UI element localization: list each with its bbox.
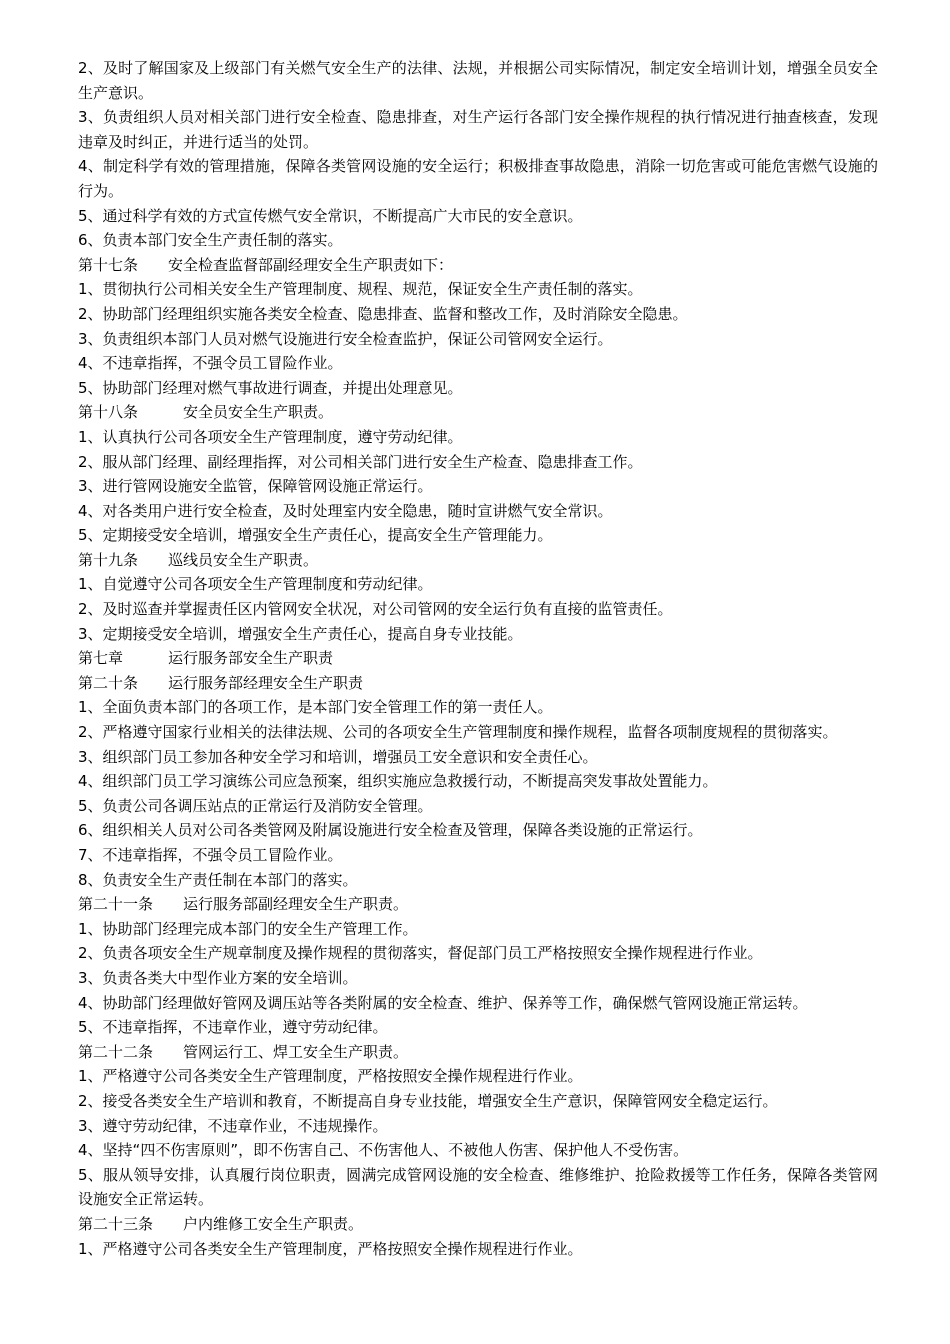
paragraph: 4、不违章指挥，不强令员工冒险作业。	[78, 354, 343, 373]
article-heading: 第十八条 安全员安全生产职责。	[78, 403, 334, 422]
paragraph: 2、负责各项安全生产规章制度及操作规程的贯彻落实，督促部门员工严格按照安全操作规程进行作业。	[78, 944, 763, 963]
chapter-heading: 第七章 运行服务部安全生产职责	[78, 649, 334, 668]
paragraph: 4、协助部门经理做好管网及调压站等各类附属的安全检查、维护、保养等工作，确保燃气管网设施正常运转。	[78, 993, 808, 1012]
paragraph: 5、通过科学有效的方式宣传燃气安全常识，不断提高广大市民的安全意识。	[78, 206, 583, 225]
paragraph: 4、坚持“四不伤害原则”，即不伤害自己、不伤害他人、不被他人伤害、保护他人不受伤害。	[78, 1141, 689, 1160]
paragraph: 1、贯彻执行公司相关安全生产管理制度、规程、规范，保证安全生产责任制的落实。	[78, 280, 643, 299]
paragraph: 1、全面负责本部门的各项工作，是本部门安全管理工作的第一责任人。	[78, 698, 553, 717]
paragraph: 3、负责组织人员对相关部门进行安全检查、隐患排查，对生产运行各部门安全操作规程的执行情况进行抽查核查，发现违章及时纠正，并进行适当的处罚。	[78, 108, 878, 151]
paragraph: 5、负责公司各调压站点的正常运行及消防安全管理。	[78, 796, 433, 815]
article-heading: 第二十一条 运行服务部副经理安全生产职责。	[78, 895, 409, 914]
paragraph: 1、严格遵守公司各类安全生产管理制度，严格按照安全操作规程进行作业。	[78, 1239, 583, 1258]
paragraph: 3、遵守劳动纪律，不违章作业，不违规操作。	[78, 1116, 388, 1135]
paragraph: 3、进行管网设施安全监管，保障管网设施正常运行。	[78, 477, 433, 496]
paragraph: 4、制定科学有效的管理措施，保障各类管网设施的安全运行；积极排查事故隐患，消除一切危害或可能危害燃气设施的行为。	[78, 157, 878, 200]
paragraph: 5、协助部门经理对燃气事故进行调查，并提出处理意见。	[78, 378, 463, 397]
paragraph: 2、及时了解国家及上级部门有关燃气安全生产的法律、法规，并根据公司实际情况，制定安全培训计划，增强全员安全生产意识。	[78, 59, 878, 102]
article-heading: 第二十条 运行服务部经理安全生产职责	[78, 673, 364, 692]
paragraph: 1、协助部门经理完成本部门的安全生产管理工作。	[78, 919, 418, 938]
paragraph: 5、定期接受安全培训，增强安全生产责任心，提高安全生产管理能力。	[78, 526, 553, 545]
paragraph: 1、认真执行公司各项安全生产管理制度，遵守劳动纪律。	[78, 427, 463, 446]
article-heading: 第十九条 巡线员安全生产职责。	[78, 550, 319, 569]
paragraph: 3、定期接受安全培训，增强安全生产责任心，提高自身专业技能。	[78, 624, 523, 643]
paragraph: 4、对各类用户进行安全检查，及时处理室内安全隐患，随时宣讲燃气安全常识。	[78, 501, 613, 520]
paragraph: 5、不违章指挥，不违章作业，遵守劳动纪律。	[78, 1018, 388, 1037]
paragraph: 3、负责各类大中型作业方案的安全培训。	[78, 968, 358, 987]
paragraph: 6、组织相关人员对公司各类管网及附属设施进行安全检查及管理，保障各类设施的正常运行。	[78, 821, 703, 840]
article-heading: 第十七条 安全检查监督部副经理安全生产职责如下：	[78, 255, 454, 274]
paragraph: 8、负责安全生产责任制在本部门的落实。	[78, 870, 358, 889]
paragraph: 3、组织部门员工参加各种安全学习和培训，增强员工安全意识和安全责任心。	[78, 747, 598, 766]
paragraph: 2、协助部门经理组织实施各类安全检查、隐患排查、监督和整改工作，及时消除安全隐患。	[78, 304, 688, 323]
paragraph: 1、自觉遵守公司各项安全生产管理制度和劳动纪律。	[78, 575, 433, 594]
paragraph: 6、负责本部门安全生产责任制的落实。	[78, 231, 343, 250]
paragraph: 7、不违章指挥，不强令员工冒险作业。	[78, 846, 343, 864]
paragraph: 2、接受各类安全生产培训和教育，不断提高自身专业技能，增强安全生产意识，保障管网安全稳定运行。	[78, 1091, 778, 1110]
document-page	[78, 56, 878, 1261]
article-heading: 第二十二条 管网运行工、焊工安全生产职责。	[78, 1042, 409, 1061]
paragraph: 1、严格遵守公司各类安全生产管理制度，严格按照安全操作规程进行作业。	[78, 1067, 583, 1086]
paragraph: 3、负责组织本部门人员对燃气设施进行安全检查监护，保证公司管网安全运行。	[78, 329, 613, 348]
article-heading: 第二十三条 户内维修工安全生产职责。	[78, 1214, 364, 1233]
paragraph: 2、严格遵守国家行业相关的法律法规、公司的各项安全生产管理制度和操作规程，监督各项制度规程的贯彻落实。	[78, 723, 838, 742]
paragraph: 2、及时巡查并掌握责任区内管网安全状况，对公司管网的安全运行负有直接的监管责任。	[78, 600, 673, 619]
paragraph: 5、服从领导安排，认真履行岗位职责，圆满完成管网设施的安全检查、维修维护、抢险救援等工作任务，保障各类管网设施安全正常运转。	[78, 1165, 878, 1209]
paragraph: 4、组织部门员工学习演练公司应急预案，组织实施应急救援行动，不断提高突发事故处置能力。	[78, 772, 718, 791]
paragraph: 2、服从部门经理、副经理指挥，对公司相关部门进行安全生产检查、隐患排查工作。	[78, 452, 643, 471]
